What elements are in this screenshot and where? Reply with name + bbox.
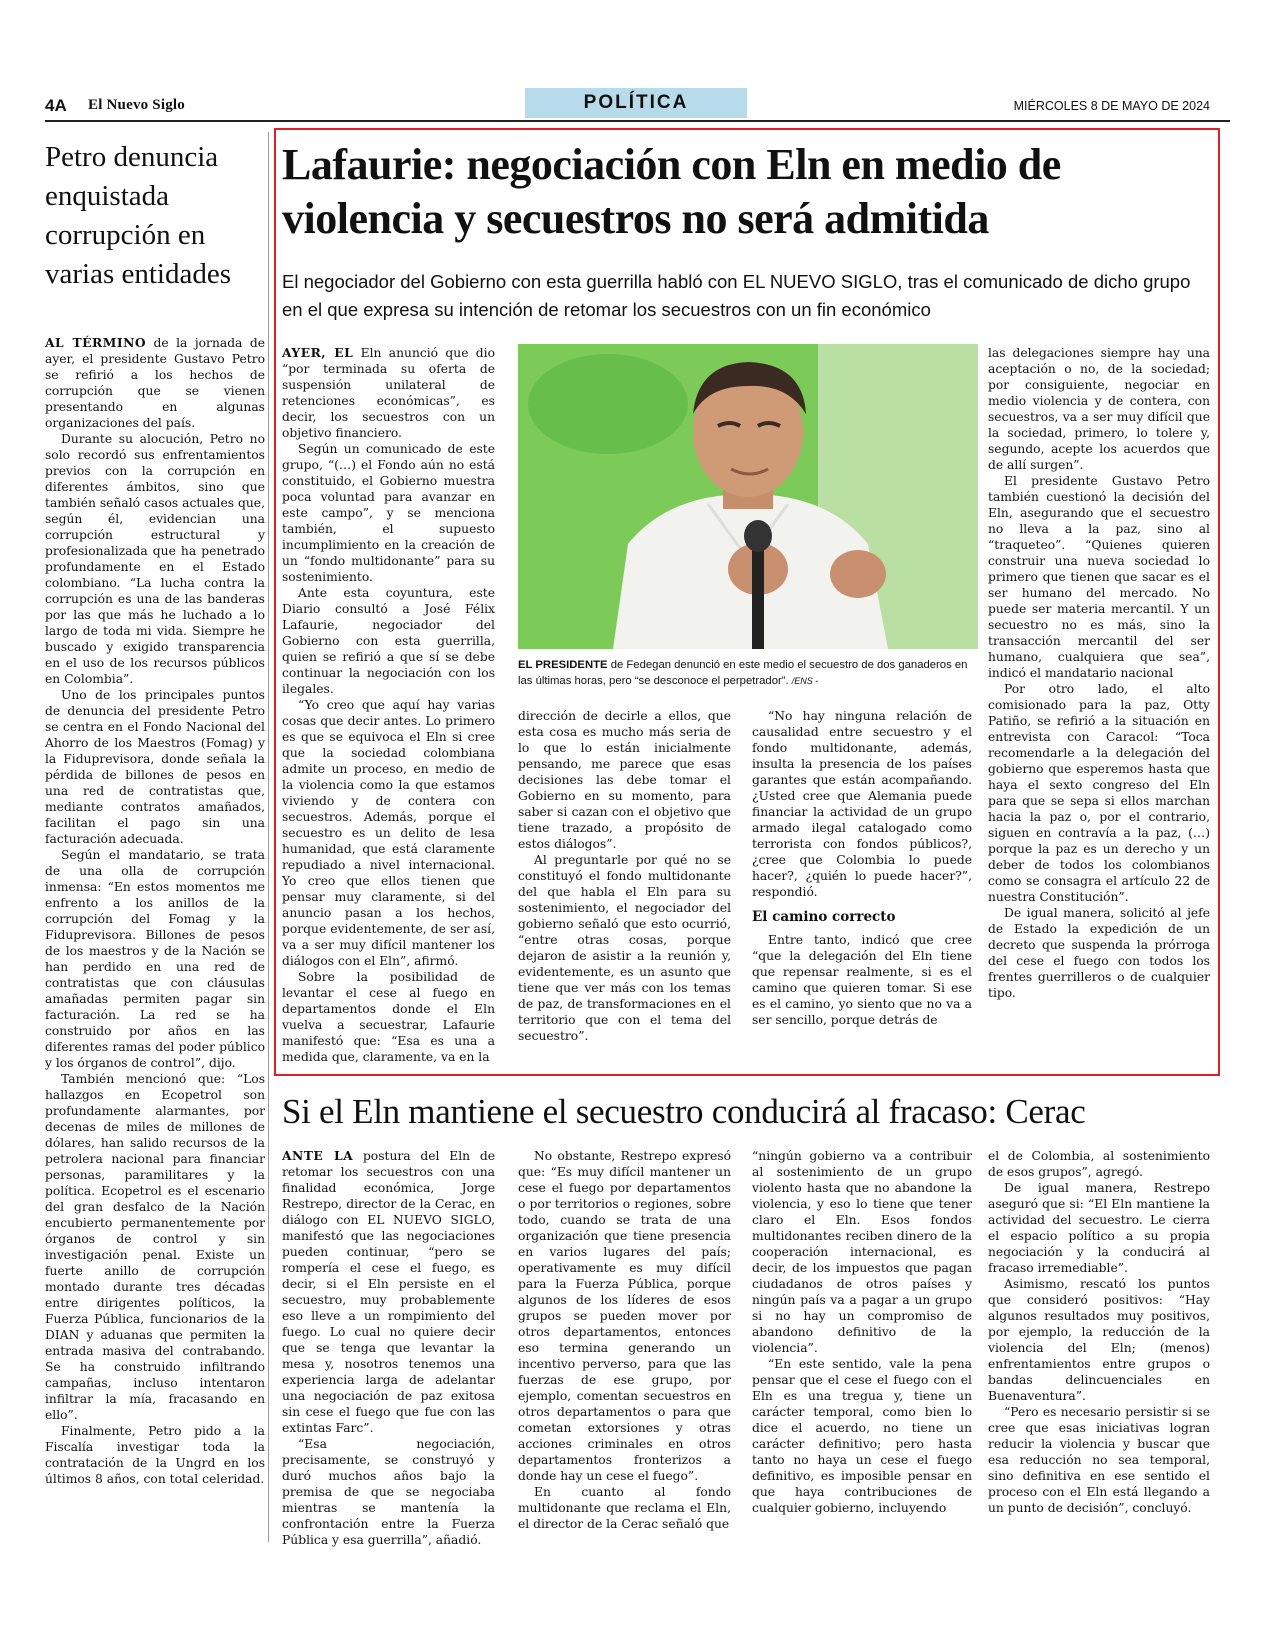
- main-article-column-1: [282, 345, 495, 1065]
- side-paragraph-5: También mencionó que: “Los hallazgos en Ecopetrol son profundamente alarmantes, por decenas de miles de millones de dólares, han salido recursos de la petrolera nacional para financiar personas, paramilitares y la política. Ecopetrol es el escenario del gran desfalco de la Nación encubierto permanentemente por órganos de control y sin investigación penal. Existe un fuerte anillo de corrupción montado durante tres décadas entre dirigentes políticos, la Fuerza Pública, funcionarios de la DIAN y aduanas que permiten la entrada masiva del contrabando. Se ha construido infiltrando campañas, incluso intentaron infiltrar la mía, fracasando en ello”.: [45, 1072, 265, 1422]
- side-paragraph-1: AL TÉRMINO de la jornada de ayer, el presidente Gustavo Petro se refirió a los hechos de corrupción que se vienen presentando en algunas organizaciones del país.: [45, 335, 265, 430]
- second-paragraph-4: En cuanto al fondo multidonante que reclama el Eln, el director de la Cerac señaló que: [518, 1485, 731, 1531]
- second-paragraph-5: “ningún gobierno va a contribuir al sostenimiento de un grupo violento hasta que no abandone la violencia, y eso lo tiene que tener claro el Eln. Esos fondos multidonantes reciben dinero de la cooperación internacional, es decir, de los impuestos que pagan ciudadanos de otros países y ningún país va a pagar a un grupo si no hay un compromiso de abandono definitivo de la violencia”.: [752, 1149, 972, 1355]
- caption-text: de Fedegan denunció en este medio el secuestro de dos ganaderos en las últimas horas, pero “se desconoce el perpetrador”.: [518, 659, 968, 687]
- second-paragraph-9: Asimismo, rescató los puntos que consideró positivos: “Hay algunos resultados muy positivos, por ejemplo, la reducción de la violencia del Eln; (menos) enfrentamientos entre grupos o bandas delincuenciales en Buenaventura”.: [988, 1277, 1210, 1403]
- second-paragraph-2: “Esa negociación, precisamente, se construyó y duró muchos años bajo la premisa de que se negociaba mientras se mantenía la confrontación entre la Fuerza Pública y esa guerrilla”, añadió.: [282, 1437, 495, 1547]
- side-article-body: [45, 335, 265, 1487]
- second-paragraph-1: ANTE LA postura del Eln de retomar los secuestros con una finalidad económica, Jorge Restrepo, director de la Cerac, en diálogo con EL NUEVO SIGLO, manifestó que las negociaciones pueden continuar, “pero se rompería el cese el fuego, es decir, si el Eln persiste en el secuestro, muy probablemente eso lleve a un rompimiento del fuego. Lo cual no quiere decir que se tenga que levantar la mesa y, nosotros tenemos una experiencia larga de adelantar una negociación de paz exitosa sin cese el fuego que fue con las extintas Farc”.: [282, 1148, 495, 1435]
- main-paragraph-1: AYER, EL Eln anunció que dio “por terminada su oferta de suspensión unilateral de retenciones económicas”, es decir, los secuestros con un objetivo financiero.: [282, 345, 495, 440]
- second-article-column-4: [988, 1148, 1210, 1516]
- photo-caption: [518, 657, 978, 689]
- side-paragraph-2: Durante su alocución, Petro no solo recordó sus enfrentamientos previos con la corrupción en diferentes ámbitos, sino que también señaló casos actuales que, según él, evidencian una corrupción estructural y profesionalizada que ha penetrado profundamente en el Estado colombiano. “La lucha contra la corrupción es una de las banderas por las que más he luchado a lo largo de toda mi vida. Siempre he buscado y exigido transparencia en el uso de los recursos públicos en Colombia”.: [45, 432, 265, 686]
- page-number: 4A: [45, 96, 67, 115]
- main-article-column-2: [518, 708, 731, 1044]
- main-paragraph-4: “Yo creo que aquí hay varias cosas que decir antes. Lo primero es que se equivoca el Eln si cree que la sociedad colombiana admite un proceso, en medio de la violencia como la que estamos viviendo y de contera con secuestros. Además, porque el secuestro es un delito de lesa humanidad, que está claramente repudiado a nivel internacional. Yo creo que ellos tienen que pensar muy claramente, si del anuncio pasan a los hechos, porque evidentemente, de ser así, va a ser muy difícil mantener los diálogos con el Eln”, afirmó.: [282, 698, 495, 968]
- main-article-deck: El negociador del Gobierno con esta guerrilla habló con EL NUEVO SIGLO, tras el comunicado de dicho grupo en el que expresa su intención de retomar los secuestros con un fin económico: [282, 271, 1191, 320]
- caption-credit: /ENS -: [791, 676, 819, 686]
- second-paragraph-6: “En este sentido, vale la pena pensar que el cese el fuego con el Eln es una tregua y, tiene un carácter temporal, como bien lo dice el acuerdo, no tiene un carácter definitivo; pero hasta tanto no haya un cese el fuego definitivo, es imposible pensar en que haya contribuciones de cualquier gobierno, incluyendo: [752, 1357, 972, 1515]
- main-lead: AYER, EL: [282, 345, 354, 360]
- lafaurie-photo: [518, 344, 978, 649]
- section-label: POLÍTICA: [525, 88, 747, 118]
- main-paragraph-5: Sobre la posibilidad de levantar el cese al fuego en departamentos donde el Eln vuelva a secuestrar, Lafaurie manifestó que: “Esa es una a medida que, claramente, va en la: [282, 970, 495, 1064]
- second-article-column-3: [752, 1148, 972, 1516]
- caption-lead: EL PRESIDENTE: [518, 659, 608, 671]
- issue-date: MIÉRCOLES 8 DE MAYO DE 2024: [1013, 99, 1210, 113]
- main-paragraph-10: las delegaciones siempre hay una aceptación o no, de la sociedad; por consiguiente, negociar en medio violencia y de contera, con secuestros, va a ser muy difícil que la sociedad, primero, lo tolere y, segundo, acepte los acuerdos que de allí surgen”.: [988, 346, 1210, 472]
- newspaper-name: El Nuevo Siglo: [88, 97, 185, 113]
- second-article-title: Si el Eln mantiene el secuestro conducirá al fracaso: Cerac: [282, 1092, 1086, 1131]
- main-paragraph-13: De igual manera, solicitó al jefe de Estado la expedición de un decreto que suspenda la prórroga del cese el fuego con todos los frentes guerrilleros o de cualquier tipo.: [988, 906, 1210, 1000]
- main-paragraph-11: El presidente Gustavo Petro también cuestionó la decisión del Eln, asegurando que el secuestro no lleva a la paz, sino al “traqueteo”. “Quienes quieren construir una nueva sociedad lo primero que tienen que sacar es el ser humano del mercado. No puede ser materia mercantil. Y un secuestro no es más, sino la transacción mercantil del ser humano, cualquiera que sea”, indicó el mandatario nacional: [988, 474, 1210, 680]
- main-paragraph-9: Entre tanto, indicó que cree “que la delegación del Eln tiene que repensar realmente, si es el camino que quieren tomar. Si ese es el camino, yo siento que no va a ser sencillo, porque detrás de: [752, 933, 972, 1027]
- main-paragraph-8: “No hay ninguna relación de causalidad entre secuestro y el fondo multidonante, además, insulta la presencia de los países garantes que están acompañando. ¿Usted cree que Alemania puede financiar la actividad de un grupo armado ilegal catalogado como terrorista con fondos públicos?, ¿cree que Colombia lo puede hacer?, ¿quién lo puede hacer?”, respondió.: [752, 709, 972, 899]
- side-article-title: Petro denuncia enquistada corrupción en varias entidades: [45, 141, 232, 290]
- main-article-title: Lafaurie: negociación con Eln en medio de violencia y secuestros no será admitida: [282, 140, 1061, 243]
- photo-illustration: [518, 344, 978, 649]
- main-subhead: El camino correcto: [752, 909, 896, 925]
- main-paragraph-7: Al preguntarle por qué no se constituyó el fondo multidonante del que habla el Eln para su sostenimiento, el negociador del gobierno señaló que esto ocurrió, “entre otras cosas, porque dejaron de asistir a la reunión y, evidentemente, es un asunto que tiene que ver más con los temas de paz, de transformaciones en el territorio que con el tema del secuestro”.: [518, 853, 731, 1043]
- main-paragraph-12: Por otro lado, el alto comisionado para la paz, Otty Patiño, se refirió a la situación en entrevista con Caracol: “Toca recomendarle a la delegación del gobierno que esperemos hasta que haya el sexto congreso del Eln para que se sepa si ellos marchan hacia la paz o, por el contrario, siguen en contravía a la paz, (…) porque la paz es un derecho y un deber de todos los colombianos como se consagra el artículo 22 de nuestra Constitución”.: [988, 682, 1210, 904]
- second-paragraph-7: el de Colombia, al sostenimiento de esos grupos”, agregó.: [988, 1149, 1210, 1179]
- side-lead: AL TÉRMINO: [45, 335, 147, 350]
- main-article-column-4: [988, 345, 1210, 1001]
- main-paragraph-3: Ante esta coyuntura, este Diario consultó a José Félix Lafaurie, negociador del Gobierno con esta guerrilla, quien se refirió a que sí se debe continuar la negociación con los ilegales.: [282, 586, 495, 696]
- second-lead: ANTE LA: [282, 1148, 354, 1163]
- side-paragraph-3: Uno de los principales puntos de denuncia del presidente Petro se centra en el Fondo Nacional del Ahorro de los Maestros (Fomag) y la Fiduprevisora, donde señala la pérdida de billones de pesos en una red de contratistas que, mediante contratos amañados, facilitan el pago sin una facturación adecuada.: [45, 688, 265, 846]
- header-rule: [45, 120, 1230, 122]
- main-paragraph-2: Según un comunicado de este grupo, “(…) el Fondo aún no está constituido, el Gobierno muestra poca voluntad para avanzar en este campo”, y se menciona también, el supuesto incumplimiento en la creación de un “fondo multidonante” para su sostenimiento.: [282, 442, 495, 584]
- second-article-column-1: [282, 1148, 495, 1548]
- second-paragraph-10: “Pero es necesario persistir si se cree que esas iniciativas logran reducir la violencia y buscar que esa reducción no sea temporal, sino definitiva en ese sentido el proceso con el Eln está llegando a un punto de decisión”, concluyó.: [988, 1405, 1210, 1515]
- main-article-column-3: [752, 708, 972, 1028]
- second-paragraph-8: De igual manera, Restrepo aseguró que si: “El Eln mantiene la actividad del secuestro. Le cierra el espacio político a su propia negociación y la conducirá al fracaso irremediable”.: [988, 1181, 1210, 1275]
- side-paragraph-6: Finalmente, Petro pido a la Fiscalía investigar toda la contratación de la Ungrd en los últimos 8 años, con total celeridad.: [45, 1424, 265, 1486]
- column-divider: [268, 132, 269, 1542]
- side-paragraph-4: Según el mandatario, se trata de una olla de corrupción inmensa: “En estos momentos me enfrento a los anillos de la corrupción del Fomag y la Fiduprevisora. Billones de pesos de los maestros y de la Nación se han perdido en una red de contratistas que con cláusulas amañadas permiten pagar sin facturación. La red se ha construido por años en las diferentes ramas del poder público y los órganos de control”, dijo.: [45, 848, 265, 1070]
- second-article-column-2: [518, 1148, 731, 1532]
- second-paragraph-3: No obstante, Restrepo expresó que: “Es muy difícil mantener un cese el fuego por departamentos o por territorios o regiones, sobre todo, cuando se trata de una organización que tiene presencia en varios lugares del país; operativamente es muy difícil para la Fuerza Pública, porque algunos de los líderes de esos grupos se pueden mover por otros departamentos, entonces eso termina generando un incentivo perverso, para que las fuerzas de ese grupo, por ejemplo, comentan secuestros en otros departamentos o para que cometan extorsiones y otras acciones criminales en otros departamentos fronterizos a donde hay un cese el fuego”.: [518, 1149, 731, 1483]
- main-paragraph-6: dirección de decirle a ellos, que esta cosa es mucho más seria de lo que lo están inicialmente pensando, me parece que esas decisiones las debe tomar el Gobierno en su momento, para saber si cazan con el objetivo que tiene trazado, a propósito de estos diálogos”.: [518, 709, 731, 851]
